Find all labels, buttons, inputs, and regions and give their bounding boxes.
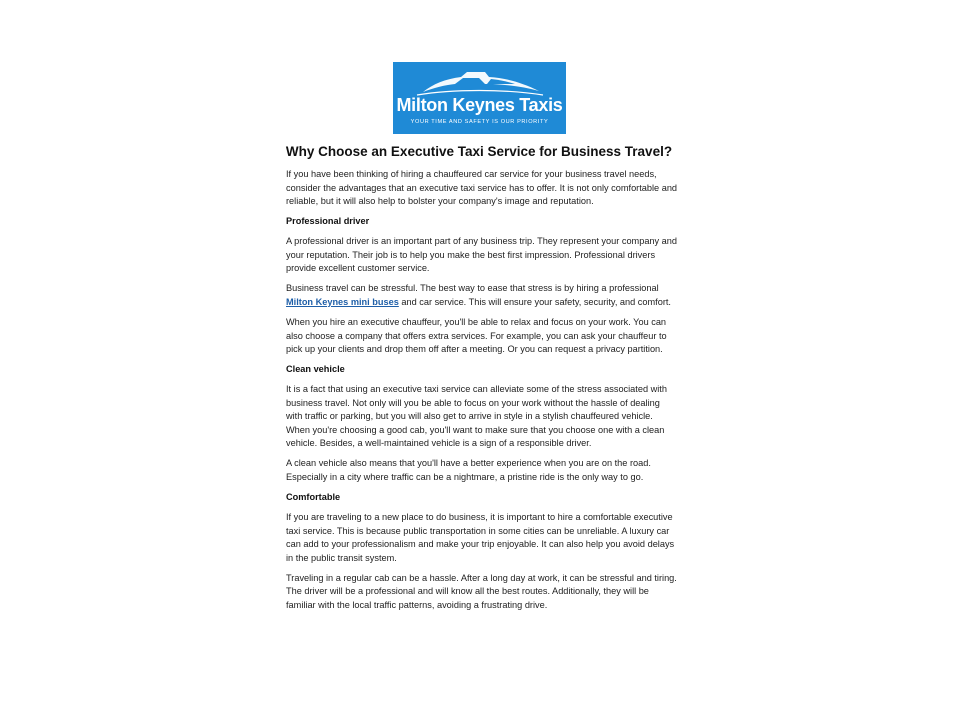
company-logo	[393, 62, 566, 134]
paragraph: A professional driver is an important part of any business trip. They represent your company and your reputation. Their job is to help you make the best first impression. Professional drivers provide excellent customer service.	[286, 236, 678, 274]
paragraph-text: and car service. This will ensure your safety, security, and comfort.	[398, 296, 671, 307]
section-heading-clean-vehicle: Clean vehicle	[286, 364, 345, 375]
logo-title: Milton Keynes Taxis	[396, 95, 563, 115]
document-body	[286, 168, 678, 619]
paragraph: A clean vehicle also means that you'll have a better experience when you are on the road. Especially in a city where traffic can be a nightmare, a pristine ride is the only way to go.	[286, 458, 651, 483]
paragraph: Traveling in a regular cab can be a hassle. After a long day at work, it can be stressful and tiring. The driver will be a professional and will know all the best routes. Additionally, they will be familiar with the local traffic patterns, avoiding a frustrating drive.	[286, 572, 677, 610]
logo-tagline: YOUR TIME AND SAFETY IS OUR PRIORITY	[410, 119, 549, 125]
intro-paragraph: If you have been thinking of hiring a chauffeured car service for your business travel needs, consider the advantages that an executive taxi service has to offer. It is not only comfortable and reliable, but it will also help to bolster your company's image and reputation.	[286, 169, 678, 207]
paragraph: It is a fact that using an executive taxi service can alleviate some of the stress associated with business travel. Not only will you be able to focus on your work without the hassle of dealing with traffic or parking, but you will also get to arrive in style in a stylish chauffeured vehicle. When you're choosing a good cab, you'll want to make sure that you choose one with a clean vehicle. Besides, a well-maintained vehicle is a sign of a responsible driver.	[286, 384, 667, 449]
mini-buses-link[interactable]: Milton Keynes mini buses	[286, 296, 399, 307]
section-heading-comfortable: Comfortable	[286, 492, 341, 502]
document-title: Why Choose an Executive Taxi Service for Business Travel?	[285, 144, 673, 159]
paragraph-with-link	[286, 282, 678, 309]
paragraph-text: Business travel can be stressful. The best way to ease that stress is by hiring a professional	[286, 283, 659, 294]
section-heading-professional-driver: Professional driver	[286, 216, 370, 227]
paragraph: When you hire an executive chauffeur, you'll be able to relax and focus on your work. You can also choose a company that offers extra services. For example, you can ask your chauffeur to pick up your clients and drop them off after a meeting. Or you can request a privacy partition.	[286, 316, 667, 355]
paragraph: If you are traveling to a new place to do business, it is important to hire a comfortable executive taxi service. This is because public transportation in some cities can be unreliable. A luxury car can add to your professionalism and make your trip enjoyable. It can also help you avoid delays in the public transit system.	[286, 511, 675, 563]
